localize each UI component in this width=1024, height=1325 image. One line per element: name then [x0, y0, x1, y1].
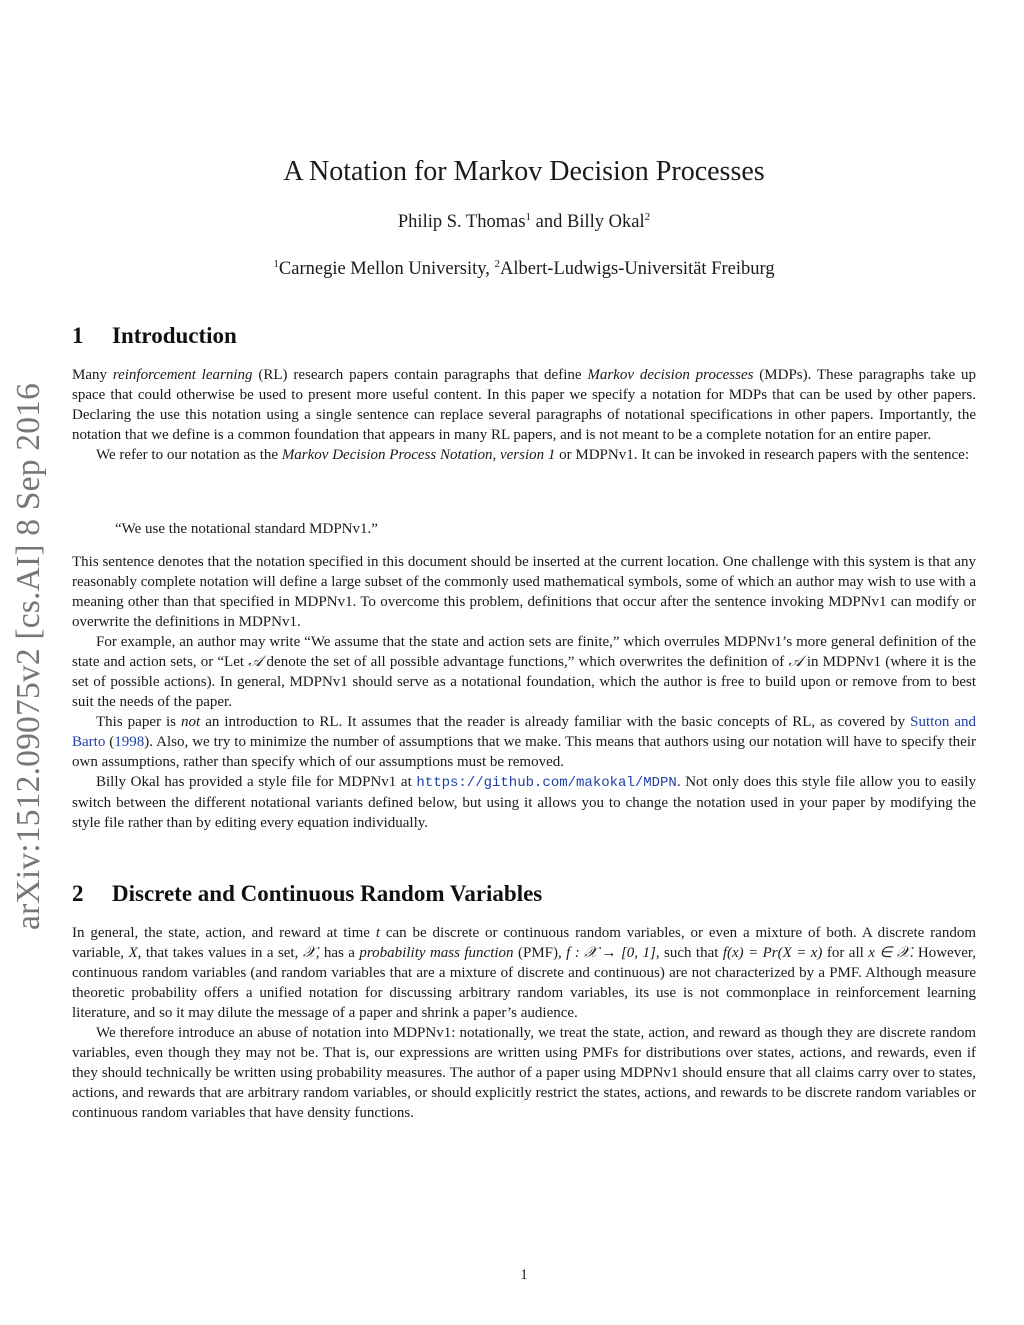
affiliation-name: Albert-Ludwigs-Universität Freiburg — [500, 259, 775, 279]
section-heading-random-variables — [72, 880, 542, 908]
section-title: Introduction — [112, 323, 237, 348]
math-expression: x ∈ 𝒳 — [868, 945, 910, 961]
section-number: 1 — [72, 323, 84, 348]
author-line — [0, 211, 1024, 233]
emphasis: Markov decision processes — [587, 367, 754, 383]
quoted-sentence: “We use the notational standard MDPNv1.” — [115, 521, 378, 537]
affiliation-line — [0, 258, 1024, 280]
math-symbol: 𝒜 — [248, 654, 263, 670]
paragraph: This paper is not an introduction to RL. It assumes that the reader is already familiar with the basic concepts of RL, as covered by Sutton and Barto (1998). Also, we try to minimize the number of assumptions that we make. This means that authors using our notation will have to specify their own assumptions, rather than specify which of our assumptions must be removed. — [72, 714, 977, 770]
arxiv-identifier-stamp: arXiv:1512.09075v2 [cs.AI] 8 Sep 2016 — [10, 382, 47, 930]
section2-paragraphs — [72, 923, 976, 1123]
author-affiliation-marker: 2 — [644, 211, 651, 223]
page-number: 1 — [520, 1267, 528, 1283]
section-title: Discrete and Continuous Random Variables — [112, 881, 543, 906]
citation-link[interactable]: Sutton and Barto — [72, 714, 976, 750]
math-symbol: 𝒜 — [788, 654, 803, 670]
citation-year-link[interactable]: 1998 — [114, 734, 145, 750]
math-symbol: 𝒳 — [302, 945, 316, 961]
affiliation-marker: 1 — [273, 258, 279, 270]
math-expression: f(x) = Pr(X = x) — [722, 945, 823, 961]
section-number: 2 — [72, 881, 84, 906]
paragraph: In general, the state, action, and reward at time t can be discrete or continuous random variables, or even a mixture of both. A discrete random variable, X, that takes values in a set, 𝒳, has a probability mass function (PMF), f : 𝒳 → [0, 1], such that f(x) = Pr(X = x) for all x ∈ 𝒳. However, continuous random variables (and random variables that are a mixture of discrete and continuous) are not characterized by a PMF. Although measure theoretic probability offers a unified notation for discussing arbitrary random variables, its use is not commonplace in reinforcement learning literature, and so it may dilute the message of a paper and shrink a paper’s audience. — [72, 925, 977, 1021]
author-affiliation-marker: 1 — [525, 211, 532, 223]
math-variable: X — [128, 945, 138, 961]
intro-paragraphs-bottom — [72, 552, 976, 833]
emphasis: reinforcement learning — [112, 367, 253, 383]
paragraph: Billy Okal has provided a style file for MDPNv1 at https://github.com/makokal/MDPN. Not only does this style file allow you to easily switch between the different notational variants defined below, but using it allows you to change the notation used in your paper by modifying the style file rather than by editing every equation individually. — [72, 774, 976, 831]
paper-title: A Notation for Markov Decision Processes — [283, 156, 765, 187]
author-name: Philip S. Thomas — [397, 212, 526, 232]
emphasis: Markov Decision Process Notation, version 1 — [281, 447, 556, 463]
math-variable: t — [375, 925, 380, 941]
section-heading-introduction — [72, 322, 237, 350]
intro-paragraphs-top — [72, 365, 976, 465]
paragraph: For example, an author may write “We assume that the state and action sets are finite,” which overrules MDPNv1’s more general definition of the state and action sets, or “Let 𝒜 denote the set of all possible advantage functions,” which overwrites the definition of 𝒜 in MDPNv1 (where it is the set of possible actions). In general, MDPNv1 should serve as a notational foundation, which the author is free to build upon or remove from to best suit the needs of the paper. — [72, 634, 976, 710]
paragraph: Many reinforcement learning (RL) research papers contain paragraphs that define Markov decision processes (MDPs). These paragraphs take up space that could otherwise be used to present more useful content. In this paper we specify a notation for MDPs that can be used by other papers. Declaring the use this notation using a single sentence can replace several paragraphs of notational specifications in other papers. Importantly, the notation that we define is a common foundation that appears in many RL papers, and is not meant to be a complete notation for an entire paper. — [72, 367, 977, 443]
author-conjunction: and — [535, 212, 563, 232]
author-name: Billy Okal — [567, 212, 645, 232]
paragraph: This sentence denotes that the notation specified in this document should be inserted at the current location. One challenge with this system is that any reasonably complete notation will define a large subset of the commonly used mathematical symbols, some of which an author may wish to use with a meaning other than that specified in MDPNv1. To overcome this problem, definitions that occur after the sentence invoking MDPNv1 can modify or overwrite the definitions in MDPNv1. — [72, 554, 976, 630]
affiliation-marker: 2 — [494, 258, 501, 270]
paragraph: We therefore introduce an abuse of notation into MDPNv1: notationally, we treat the state, action, and reward as though they are discrete random variables, even though they may not be. That is, our expressions are written using PMFs for distributions over states, actions, and rewards, even if they should technically be written using probability measures. The author of a paper using MDPNv1 should ensure that all claims carry over to states, actions, and rewards that are arbitrary random variables, or should explicitly restrict the states, actions, and rewards to be discrete random variables or continuous random variables that have density functions. — [72, 1025, 976, 1121]
paragraph: We refer to our notation as the Markov Decision Process Notation, version 1 or MDPNv1. It can be invoked in research papers with the sentence: — [96, 447, 970, 463]
github-url-link[interactable]: https://github.com/makokal/MDPN — [416, 775, 677, 791]
emphasis: probability mass function — [359, 945, 514, 961]
math-expression: f : 𝒳 → [0, 1] — [566, 945, 656, 961]
emphasis: not — [181, 714, 201, 730]
affiliation-name: Carnegie Mellon University, — [278, 259, 490, 279]
